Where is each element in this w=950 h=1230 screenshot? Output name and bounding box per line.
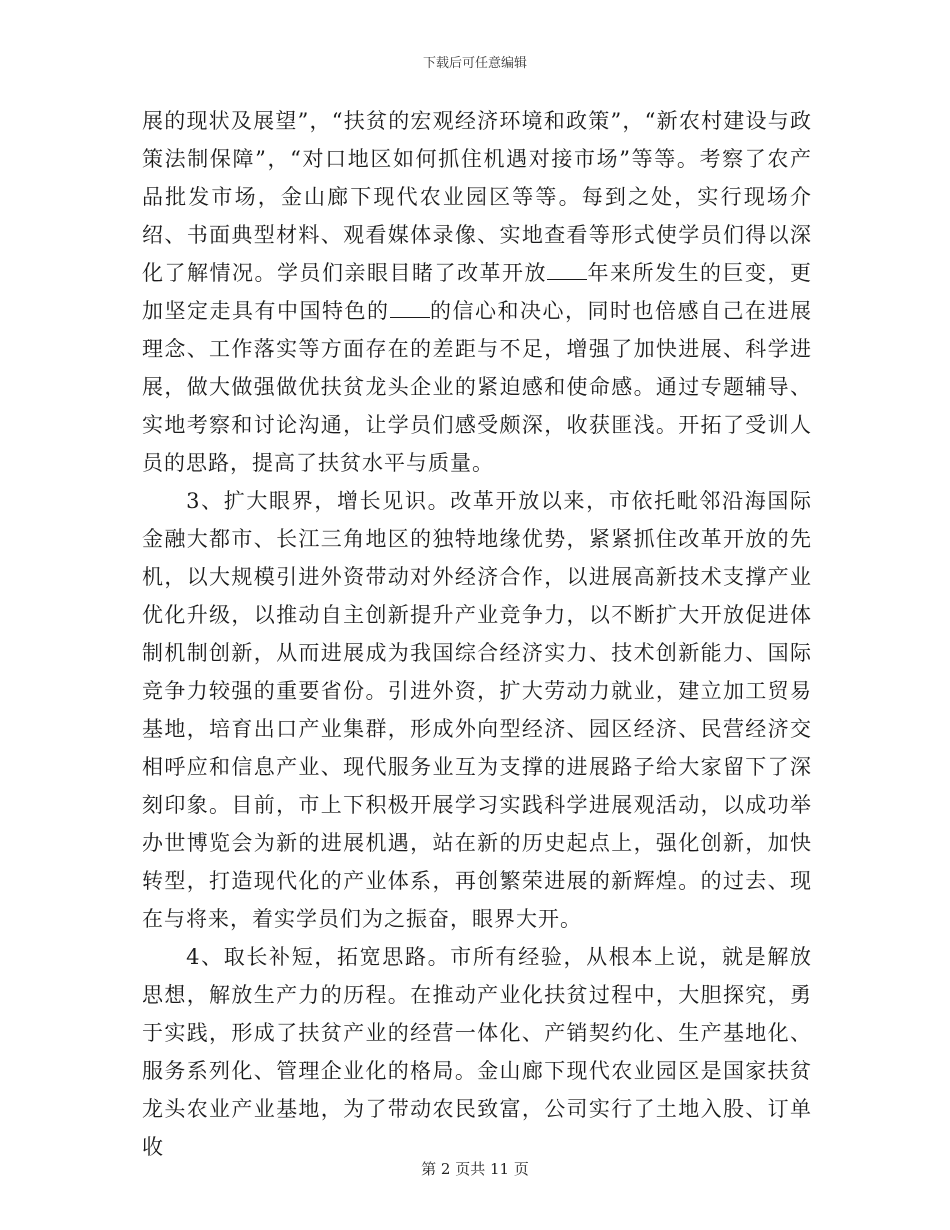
paragraph-3-text: 4、取长补短，拓宽思路。市所有经验，从根本上说，就是解放思想，解放生产力的历程。在推动产业化扶贫过程中，大胆探究，勇于实践，形成了扶贫产业的经营一体化、产销契约化、生产基地化、服务系列化、管理企业化的格局。金山廊下现代农业园区是国家扶贫龙头农业产业基地，为了带动农民致富，公司实行了土地入股、订单收 (142, 945, 812, 1159)
paragraph-1-part-1: 展的现状及展望”，“扶贫的宏观经济环境和政策”，“新农村建设与政策法制保障”，“对口地区如何抓住机遇对接市场”等等。考察了农产品批发市场，金山廊下现代农业园区等等。每到之处，实行现场介绍、书面典型材料、观看媒体录像、实地查看等形式使学员们得以深化了解情况。学员们亲眼目睹了改革开放 (142, 109, 812, 285)
paragraph-1-part-3: 的信心和决心，同时也倍感自己在进展理念、工作落实等方面存在的差距与不足，增强了加快进展、科学进展，做大做强做优扶贫龙头企业的紧迫感和使命感。通过专题辅导、实地考察和讨论沟通，让学员们感受颇深，收获匪浅。开拓了受训人员的思路，提高了扶贫水平与质量。 (142, 299, 812, 475)
paragraph-1-part-2: 年来所发生的巨变，更加坚定走具有中国特色的 (142, 261, 812, 323)
fill-blank (547, 278, 587, 280)
document-body (142, 102, 812, 1166)
page-header: 下载后可任意编辑 (422, 56, 527, 71)
page-number: 第 2 页共 11 页 (421, 1160, 529, 1178)
paragraph-1 (142, 102, 812, 482)
paragraph-3 (142, 938, 812, 1166)
paragraph-2 (142, 482, 812, 938)
fill-blank (390, 316, 430, 318)
paragraph-2-text: 3、扩大眼界，增长见识。改革开放以来，市依托毗邻沿海国际金融大都市、长江三角地区的独特地缘优势，紧紧抓住改革开放的先机，以大规模引进外资带动对外经济合作，以进展高新技术支撑产业优化升级，以推动自主创新提升产业竞争力，以不断扩大开放促进体制机制创新，从而进展成为我国综合经济实力、技术创新能力、国际竞争力较强的重要省份。引进外资，扩大劳动力就业，建立加工贸易基地，培育出口产业集群，形成外向型经济、园区经济、民营经济交相呼应和信息产业、现代服务业互为支撑的进展路子给大家留下了深刻印象。目前，市上下积极开展学习实践科学进展观活动，以成功举办世博览会为新的进展机遇，站在新的历史起点上，强化创新，加快转型，打造现代化的产业体系，再创繁荣进展的新辉煌。的过去、现在与将来，着实学员们为之振奋，眼界大开。 (142, 489, 812, 931)
